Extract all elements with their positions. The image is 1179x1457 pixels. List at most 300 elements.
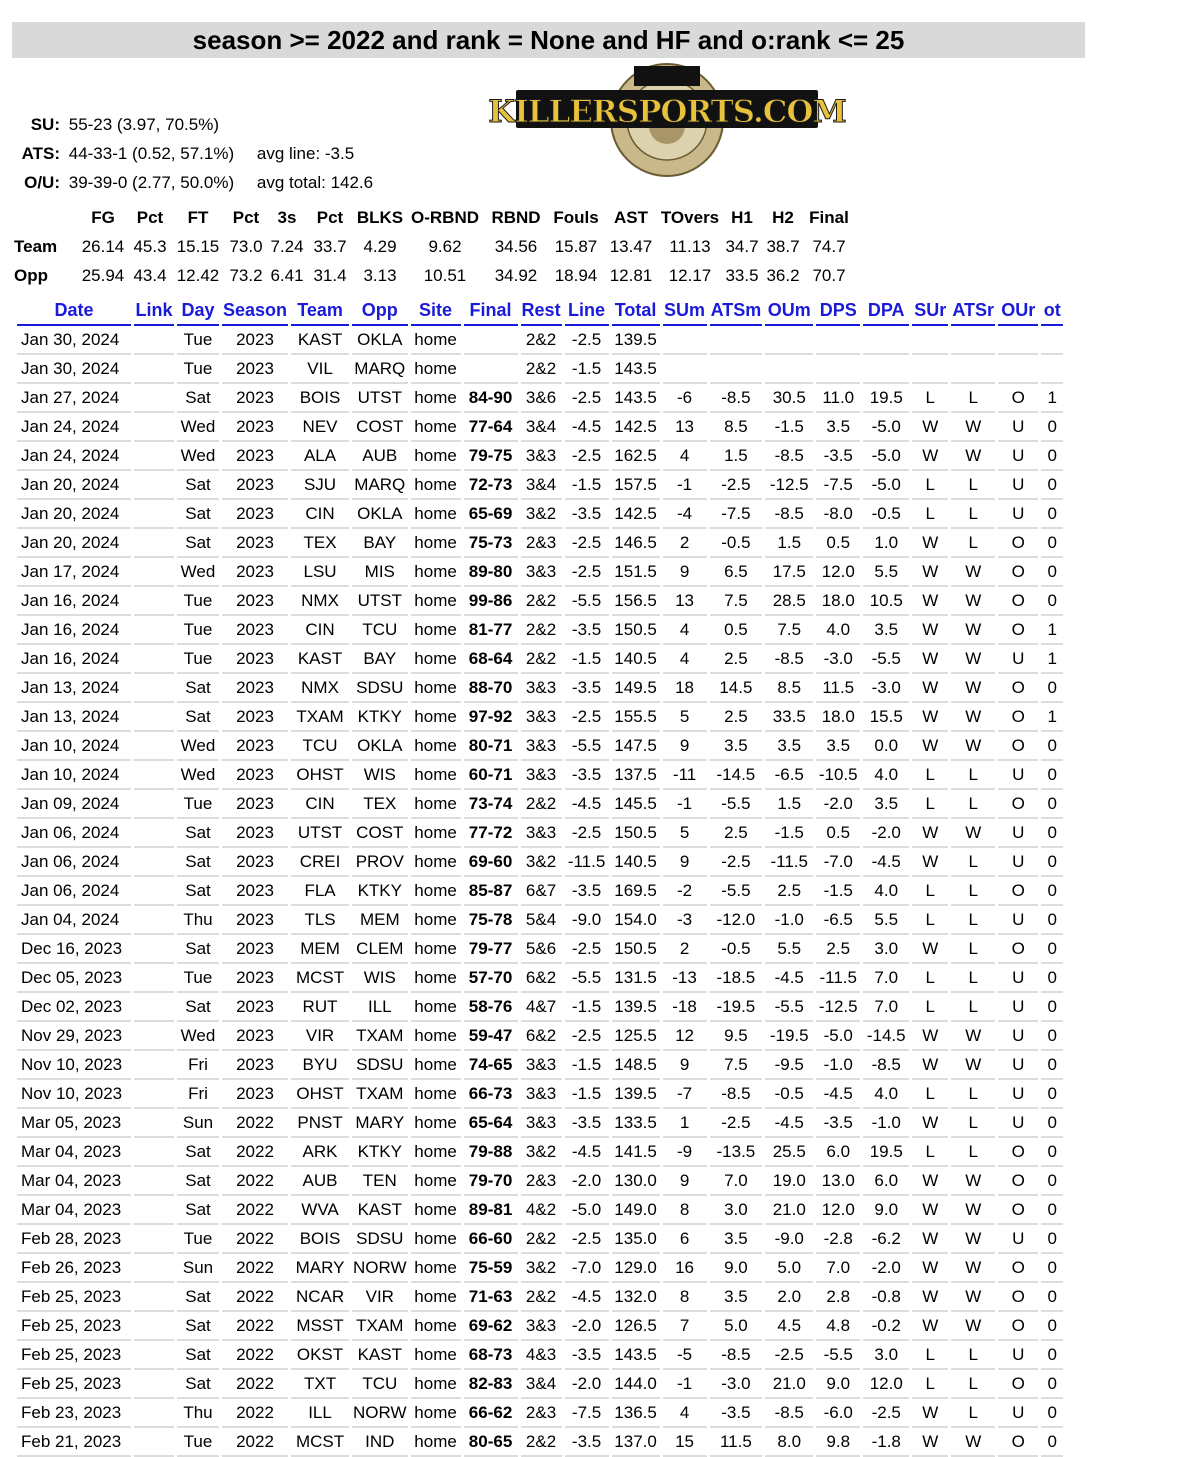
cell-atsr: L — [951, 1341, 995, 1370]
cell-dpa: -5.0 — [863, 471, 909, 500]
cell-atsm: -13.5 — [710, 1138, 763, 1167]
cell-dps: 2.8 — [816, 1283, 860, 1312]
stats-body — [14, 232, 854, 290]
cell-season: 2023 — [222, 790, 288, 819]
games-body — [17, 326, 1063, 1457]
cell-date: Jan 06, 2024 — [17, 848, 131, 877]
cell-link[interactable] — [134, 1399, 174, 1428]
cell-team: TXT — [291, 1370, 349, 1399]
cell-oum: 30.5 — [765, 384, 813, 413]
sort-header-sum[interactable]: SUm — [663, 296, 707, 326]
cell-link[interactable] — [134, 645, 174, 674]
cell-season: 2022 — [222, 1225, 288, 1254]
cell-sum: 4 — [663, 1399, 707, 1428]
cell-date: Jan 20, 2024 — [17, 471, 131, 500]
sort-header-total[interactable]: Total — [612, 296, 660, 326]
cell-line: -7.5 — [565, 1399, 609, 1428]
cell-link[interactable] — [134, 1370, 174, 1399]
cell-link[interactable] — [134, 993, 174, 1022]
cell-total: 142.5 — [612, 500, 660, 529]
cell-sur: W — [912, 703, 948, 732]
cell-site: home — [411, 1399, 461, 1428]
cell-link[interactable] — [134, 529, 174, 558]
cell-sum: 7 — [663, 1312, 707, 1341]
cell-day: Tue — [177, 964, 219, 993]
cell-oum: 7.5 — [765, 616, 813, 645]
cell-our: O — [998, 529, 1038, 558]
cell-line: -2.5 — [565, 1022, 609, 1051]
cell-atsr: L — [951, 1109, 995, 1138]
cell-link[interactable] — [134, 964, 174, 993]
cell-our: U — [998, 1022, 1038, 1051]
cell-our: O — [998, 1312, 1038, 1341]
cell-dpa: 4.0 — [863, 877, 909, 906]
cell-link[interactable] — [134, 1254, 174, 1283]
cell-sum: 13 — [663, 413, 707, 442]
cell-link[interactable] — [134, 819, 174, 848]
cell-oum: -4.5 — [765, 1109, 813, 1138]
cell-sum: 2 — [663, 529, 707, 558]
sort-header-atsr[interactable]: ATSr — [951, 296, 995, 326]
cell-link[interactable] — [134, 935, 174, 964]
cell-atsr: W — [951, 442, 995, 471]
cell-dps: -2.0 — [816, 790, 860, 819]
cell-sur: L — [912, 993, 948, 1022]
cell-opp: OKLA — [352, 326, 408, 355]
cell-day: Sat — [177, 703, 219, 732]
cell-total: 132.0 — [612, 1283, 660, 1312]
sort-header-day[interactable]: Day — [177, 296, 219, 326]
cell-site: home — [411, 1080, 461, 1109]
cell-atsr — [951, 326, 995, 355]
cell-final: 57-70 — [464, 964, 518, 993]
cell-dps: 12.0 — [816, 1196, 860, 1225]
cell-final: 68-73 — [464, 1341, 518, 1370]
cell-site: home — [411, 964, 461, 993]
cell-dps: 9.0 — [816, 1370, 860, 1399]
cell-line: -3.5 — [565, 1428, 609, 1457]
cell-day: Tue — [177, 616, 219, 645]
cell-total: 150.5 — [612, 935, 660, 964]
cell-sur: W — [912, 848, 948, 877]
cell-sum: -1 — [663, 790, 707, 819]
cell-link[interactable] — [134, 1341, 174, 1370]
cell-oum: -1.5 — [765, 413, 813, 442]
cell-atsm: -2.5 — [710, 848, 763, 877]
cell-opp: WIS — [352, 761, 408, 790]
cell-total: 169.5 — [612, 877, 660, 906]
cell-date: Feb 26, 2023 — [17, 1254, 131, 1283]
cell-team: CIN — [291, 500, 349, 529]
cell-season: 2022 — [222, 1341, 288, 1370]
table-row — [17, 529, 1063, 558]
cell-oum: 1.5 — [765, 529, 813, 558]
cell-team: VIR — [291, 1022, 349, 1051]
cell-date: Jan 06, 2024 — [17, 877, 131, 906]
cell-final: 80-71 — [464, 732, 518, 761]
cell-our: O — [998, 732, 1038, 761]
cell-team: CIN — [291, 790, 349, 819]
stats-cell: Opp — [14, 265, 48, 285]
cell-line: -2.5 — [565, 558, 609, 587]
cell-sur: W — [912, 587, 948, 616]
cell-date: Feb 25, 2023 — [17, 1312, 131, 1341]
ou-value: 39-39-0 (2.77, 50.0%) — [68, 173, 235, 192]
cell-atsr: L — [951, 471, 995, 500]
cell-sur: W — [912, 1254, 948, 1283]
cell-sum: 18 — [663, 674, 707, 703]
cell-sur: W — [912, 1196, 948, 1225]
cell-date: Feb 25, 2023 — [17, 1283, 131, 1312]
cell-season: 2023 — [222, 442, 288, 471]
cell-link[interactable] — [134, 1109, 174, 1138]
cell-link[interactable] — [134, 1196, 174, 1225]
cell-link[interactable] — [134, 1167, 174, 1196]
stats-header-cell: Pct — [316, 207, 344, 227]
cell-link[interactable] — [134, 906, 174, 935]
table-row — [17, 906, 1063, 935]
cell-sur: W — [912, 529, 948, 558]
cell-rest: 3&3 — [521, 732, 562, 761]
cell-ot: 1 — [1041, 616, 1063, 645]
cell-dpa: 4.0 — [863, 761, 909, 790]
cell-total: 130.0 — [612, 1167, 660, 1196]
cell-date: Jan 06, 2024 — [17, 819, 131, 848]
cell-our: U — [998, 1225, 1038, 1254]
cell-dpa: -0.5 — [863, 500, 909, 529]
cell-team: NMX — [291, 674, 349, 703]
cell-link[interactable] — [134, 413, 174, 442]
cell-link[interactable] — [134, 616, 174, 645]
cell-dps: -3.5 — [816, 442, 860, 471]
cell-link[interactable] — [134, 877, 174, 906]
stats-cell: 34.7 — [725, 236, 759, 256]
cell-total: 142.5 — [612, 413, 660, 442]
cell-day: Tue — [177, 645, 219, 674]
cell-link[interactable] — [134, 848, 174, 877]
cell-date: Jan 27, 2024 — [17, 384, 131, 413]
cell-sum: -11 — [663, 761, 707, 790]
cell-our: O — [998, 558, 1038, 587]
cell-date: Mar 05, 2023 — [17, 1109, 131, 1138]
stats-cell: 12.42 — [176, 265, 220, 285]
cell-line: -1.5 — [565, 1051, 609, 1080]
cell-total: 144.0 — [612, 1370, 660, 1399]
query-title: season >= 2022 and rank = None and HF and o:rank <= 25 — [12, 22, 1085, 58]
cell-oum: -1.0 — [765, 906, 813, 935]
cell-rest: 4&3 — [521, 1341, 562, 1370]
cell-final: 59-47 — [464, 1022, 518, 1051]
cell-dps: 3.5 — [816, 732, 860, 761]
sort-header-dps[interactable]: DPS — [816, 296, 860, 326]
cell-day: Sat — [177, 877, 219, 906]
cell-team: CREI — [291, 848, 349, 877]
cell-atsr: W — [951, 616, 995, 645]
stats-cell: 9.62 — [428, 236, 462, 256]
sort-header-dpa[interactable]: DPA — [863, 296, 909, 326]
cell-dpa: 15.5 — [863, 703, 909, 732]
table-row — [17, 964, 1063, 993]
stats-header-cell: FG — [91, 207, 115, 227]
sort-header-season[interactable]: Season — [222, 296, 288, 326]
cell-final: 65-69 — [464, 500, 518, 529]
table-row — [17, 1341, 1063, 1370]
cell-link[interactable] — [134, 1138, 174, 1167]
table-row — [17, 761, 1063, 790]
cell-dps: 0.5 — [816, 819, 860, 848]
cell-sum: 9 — [663, 732, 707, 761]
sort-header-ot[interactable]: ot — [1041, 296, 1063, 326]
cell-final: 82-83 — [464, 1370, 518, 1399]
cell-date: Jan 24, 2024 — [17, 413, 131, 442]
cell-line: -3.5 — [565, 877, 609, 906]
cell-site: home — [411, 1225, 461, 1254]
cell-link[interactable] — [134, 1080, 174, 1109]
sort-header-link[interactable]: Link — [134, 296, 174, 326]
cell-final: 89-81 — [464, 1196, 518, 1225]
sort-header-line[interactable]: Line — [565, 296, 609, 326]
cell-final: 69-60 — [464, 848, 518, 877]
cell-link[interactable] — [134, 355, 174, 384]
sort-header-site[interactable]: Site — [411, 296, 461, 326]
cell-final: 58-76 — [464, 993, 518, 1022]
cell-our — [998, 326, 1038, 355]
cell-sum: -2 — [663, 877, 707, 906]
cell-season: 2023 — [222, 471, 288, 500]
cell-line: -5.5 — [565, 964, 609, 993]
cell-rest: 3&3 — [521, 1109, 562, 1138]
cell-total: 147.5 — [612, 732, 660, 761]
cell-atsm: 7.5 — [710, 1051, 763, 1080]
cell-season: 2023 — [222, 500, 288, 529]
cell-final: 66-60 — [464, 1225, 518, 1254]
sort-header-team[interactable]: Team — [291, 296, 349, 326]
cell-rest: 4&2 — [521, 1196, 562, 1225]
cell-total: 156.5 — [612, 587, 660, 616]
cell-our: O — [998, 1138, 1038, 1167]
cell-dps: 11.0 — [816, 384, 860, 413]
cell-dps: 4.0 — [816, 616, 860, 645]
cell-atsm: -18.5 — [710, 964, 763, 993]
cell-link[interactable] — [134, 732, 174, 761]
cell-opp: OKLA — [352, 500, 408, 529]
cell-link[interactable] — [134, 326, 174, 355]
cell-sur: L — [912, 1138, 948, 1167]
cell-link[interactable] — [134, 500, 174, 529]
cell-our: U — [998, 471, 1038, 500]
cell-dps: 12.0 — [816, 558, 860, 587]
cell-sum: 13 — [663, 587, 707, 616]
cell-opp: UTST — [352, 384, 408, 413]
cell-dps: 6.0 — [816, 1138, 860, 1167]
cell-total: 150.5 — [612, 616, 660, 645]
cell-date: Dec 02, 2023 — [17, 993, 131, 1022]
cell-final: 84-90 — [464, 384, 518, 413]
cell-dpa: 5.5 — [863, 906, 909, 935]
cell-line: -1.5 — [565, 993, 609, 1022]
cell-link[interactable] — [134, 1225, 174, 1254]
cell-link[interactable] — [134, 1022, 174, 1051]
cell-site: home — [411, 471, 461, 500]
sort-header-oum[interactable]: OUm — [765, 296, 813, 326]
table-row — [17, 674, 1063, 703]
cell-atsr: W — [951, 732, 995, 761]
cell-oum: -8.5 — [765, 442, 813, 471]
cell-atsr: L — [951, 848, 995, 877]
cell-atsr: L — [951, 993, 995, 1022]
cell-our: U — [998, 1080, 1038, 1109]
cell-sur: W — [912, 1167, 948, 1196]
sort-header-opp[interactable]: Opp — [352, 296, 408, 326]
cell-date: Jan 30, 2024 — [17, 355, 131, 384]
cell-link[interactable] — [134, 471, 174, 500]
cell-day: Sat — [177, 1312, 219, 1341]
cell-link[interactable] — [134, 1283, 174, 1312]
table-row — [17, 1196, 1063, 1225]
sort-header-our[interactable]: OUr — [998, 296, 1038, 326]
cell-link[interactable] — [134, 703, 174, 732]
cell-oum: 5.5 — [765, 935, 813, 964]
stats-cell: 70.7 — [812, 265, 846, 285]
table-row — [17, 587, 1063, 616]
cell-final: 77-64 — [464, 413, 518, 442]
cell-link[interactable] — [134, 442, 174, 471]
cell-opp: PROV — [352, 848, 408, 877]
cell-line: -1.5 — [565, 471, 609, 500]
cell-rest: 3&3 — [521, 1080, 562, 1109]
cell-atsr: W — [951, 1051, 995, 1080]
cell-dpa: -5.0 — [863, 413, 909, 442]
cell-line: -4.5 — [565, 1283, 609, 1312]
cell-total: 143.5 — [612, 1341, 660, 1370]
cell-dpa: 7.0 — [863, 964, 909, 993]
cell-total: 149.0 — [612, 1196, 660, 1225]
cell-atsm: 14.5 — [710, 674, 763, 703]
cell-season: 2022 — [222, 1399, 288, 1428]
cell-site: home — [411, 732, 461, 761]
sort-header-final[interactable]: Final — [464, 296, 518, 326]
cell-link[interactable] — [134, 761, 174, 790]
cell-ot: 0 — [1041, 1341, 1063, 1370]
killersports-logo[interactable] — [488, 60, 846, 178]
cell-atsm: -5.5 — [710, 790, 763, 819]
cell-total: 148.5 — [612, 1051, 660, 1080]
cell-site: home — [411, 500, 461, 529]
cell-season: 2023 — [222, 935, 288, 964]
cell-atsm: -12.0 — [710, 906, 763, 935]
cell-day: Sat — [177, 1138, 219, 1167]
cell-link[interactable] — [134, 587, 174, 616]
cell-sur: L — [912, 1080, 948, 1109]
cell-atsr: L — [951, 1399, 995, 1428]
cell-ot: 0 — [1041, 1051, 1063, 1080]
cell-link[interactable] — [134, 1312, 174, 1341]
ats-label: ATS: — [21, 144, 60, 163]
cell-sum: -1 — [663, 471, 707, 500]
cell-our: U — [998, 645, 1038, 674]
cell-link[interactable] — [134, 558, 174, 587]
cell-link[interactable] — [134, 790, 174, 819]
cell-season: 2022 — [222, 1167, 288, 1196]
cell-season: 2022 — [222, 1370, 288, 1399]
cell-line: -2.5 — [565, 529, 609, 558]
cell-site: home — [411, 1167, 461, 1196]
cell-date: Jan 04, 2024 — [17, 906, 131, 935]
cell-our — [998, 355, 1038, 384]
stats-header-cell: Fouls — [553, 207, 599, 227]
cell-day: Thu — [177, 1399, 219, 1428]
cell-sur: W — [912, 1312, 948, 1341]
cell-atsr: L — [951, 877, 995, 906]
cell-sur: L — [912, 1370, 948, 1399]
cell-dps: 7.0 — [816, 1254, 860, 1283]
cell-rest: 6&2 — [521, 964, 562, 993]
cell-season: 2023 — [222, 732, 288, 761]
stats-cell: 15.15 — [176, 236, 220, 256]
cell-site: home — [411, 1312, 461, 1341]
cell-oum: 1.5 — [765, 790, 813, 819]
cell-season: 2022 — [222, 1138, 288, 1167]
sort-header-atsm[interactable]: ATSm — [710, 296, 763, 326]
cell-opp: NORW — [352, 1399, 408, 1428]
sort-header-rest[interactable]: Rest — [521, 296, 562, 326]
cell-opp: IND — [352, 1428, 408, 1457]
cell-rest: 2&2 — [521, 790, 562, 819]
cell-team: MARY — [291, 1254, 349, 1283]
cell-ot: 0 — [1041, 1022, 1063, 1051]
avg-line: avg line: -3.5 — [256, 144, 355, 163]
cell-dps: -7.5 — [816, 471, 860, 500]
cell-dps: -2.8 — [816, 1225, 860, 1254]
cell-link[interactable] — [134, 384, 174, 413]
cell-ot: 1 — [1041, 384, 1063, 413]
cell-season: 2023 — [222, 558, 288, 587]
sort-header-date[interactable]: Date — [17, 296, 131, 326]
cell-opp: COST — [352, 413, 408, 442]
stats-header-cell: Pct — [232, 207, 260, 227]
cell-our: O — [998, 1167, 1038, 1196]
cell-sum: -18 — [663, 993, 707, 1022]
cell-date: Jan 17, 2024 — [17, 558, 131, 587]
cell-line: -1.5 — [565, 645, 609, 674]
cell-season: 2023 — [222, 877, 288, 906]
games-header-row — [17, 296, 1063, 326]
cell-day: Sat — [177, 1196, 219, 1225]
stats-header-cell: O-RBND — [411, 207, 479, 227]
cell-site: home — [411, 1283, 461, 1312]
cell-ot — [1041, 355, 1063, 384]
cell-ot: 0 — [1041, 790, 1063, 819]
cell-link[interactable] — [134, 1428, 174, 1457]
cell-sur: W — [912, 1051, 948, 1080]
sort-header-sur[interactable]: SUr — [912, 296, 948, 326]
cell-final: 73-74 — [464, 790, 518, 819]
cell-atsm: 9.5 — [710, 1022, 763, 1051]
cell-site: home — [411, 1196, 461, 1225]
opp-stats-row — [14, 261, 854, 290]
cell-dpa: -4.5 — [863, 848, 909, 877]
cell-day: Wed — [177, 558, 219, 587]
cell-link[interactable] — [134, 1051, 174, 1080]
cell-site: home — [411, 1109, 461, 1138]
cell-season: 2023 — [222, 413, 288, 442]
cell-link[interactable] — [134, 674, 174, 703]
cell-rest: 3&3 — [521, 761, 562, 790]
cell-our: O — [998, 587, 1038, 616]
cell-atsr: L — [951, 529, 995, 558]
cell-our: O — [998, 384, 1038, 413]
cell-opp: MIS — [352, 558, 408, 587]
